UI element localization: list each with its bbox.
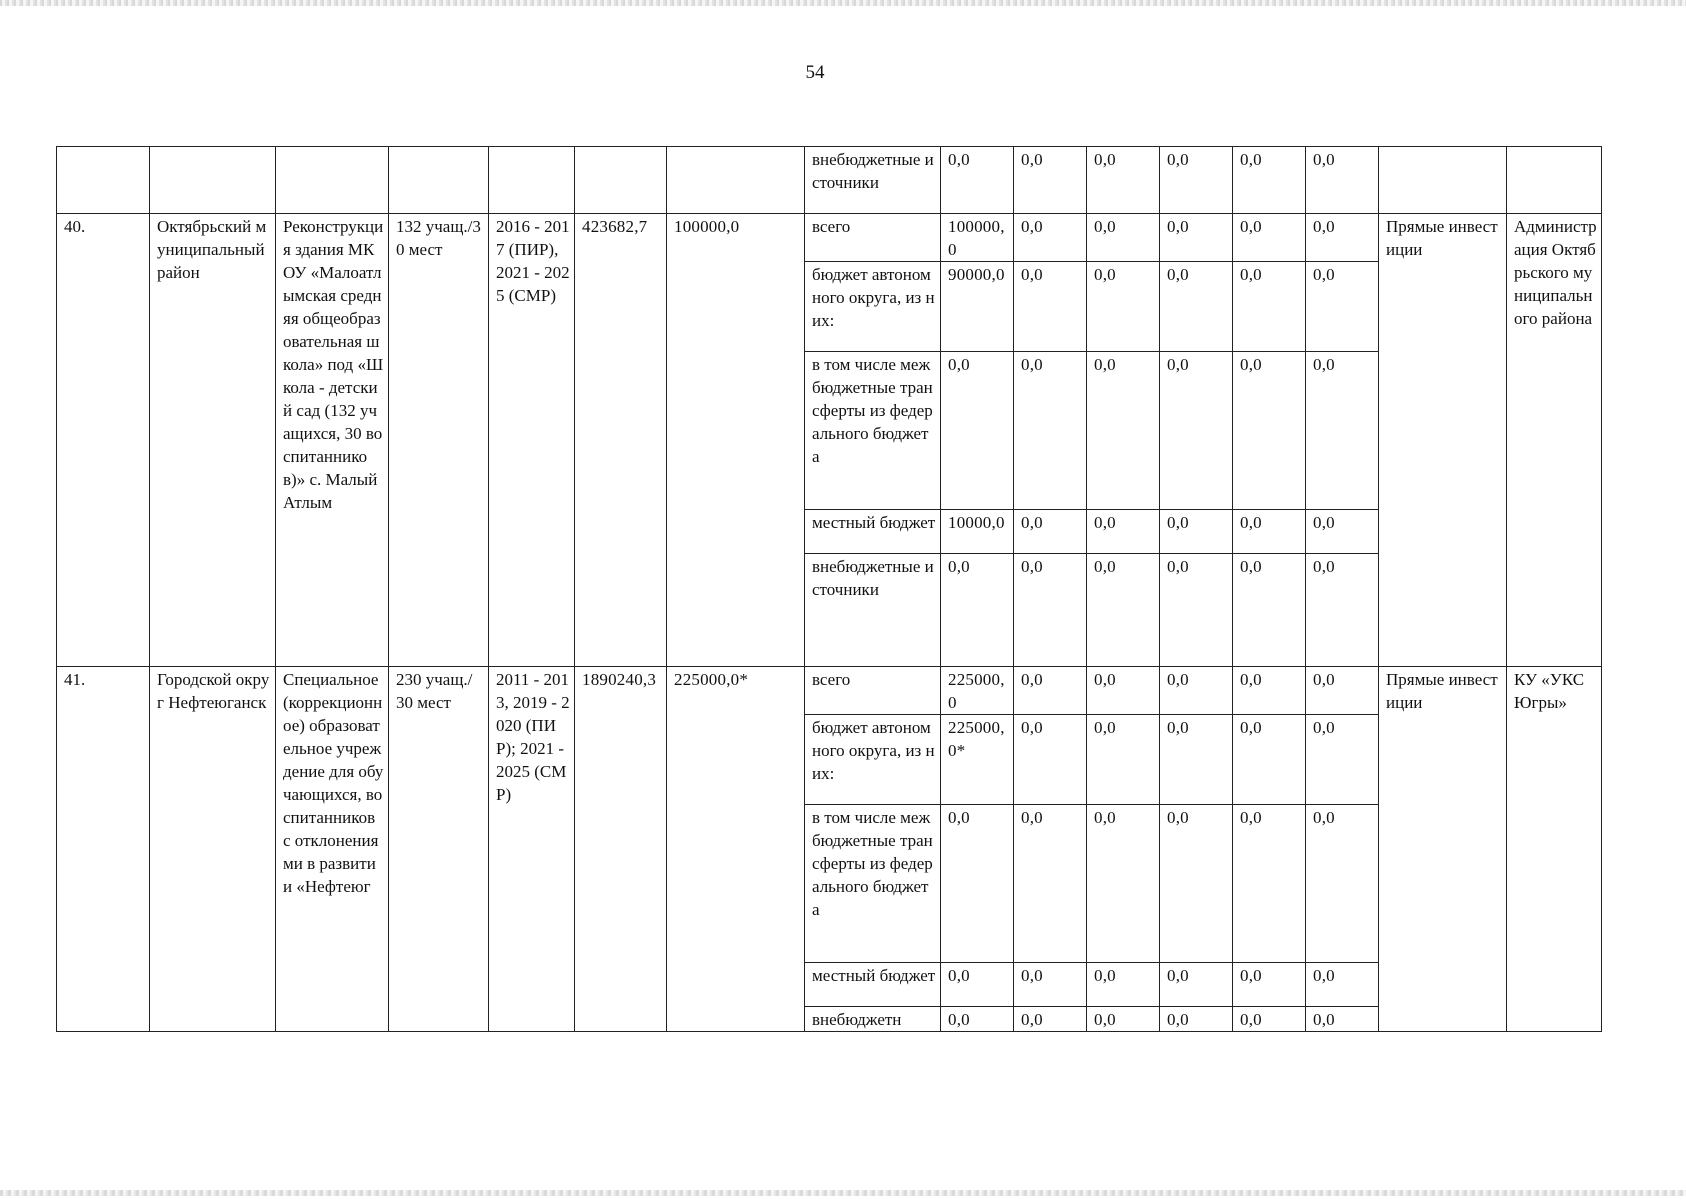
empty-cell <box>150 147 276 214</box>
object-responsible: КУ «УКС Югры» <box>1507 667 1602 1032</box>
empty-cell <box>489 147 575 214</box>
funding-value: 0,0 <box>1306 715 1379 805</box>
funding-value: 0,0 <box>1087 554 1160 667</box>
funding-source: в том числе межбюджетные трансферты из федерального бюджета <box>805 805 941 963</box>
object-capacity: 132 учащ./30 мест <box>389 214 489 667</box>
funding-source: в том числе межбюджетные трансферты из федерального бюджета <box>805 352 941 510</box>
funding-value: 0,0 <box>1306 963 1379 1007</box>
funding-value: 225000,0 <box>941 667 1014 715</box>
funding-value: 0,0 <box>1160 805 1233 963</box>
object-number: 40. <box>57 214 150 667</box>
funding-value: 0,0 <box>1160 214 1233 262</box>
funding-value: 0,0 <box>1233 554 1306 667</box>
funding-value: 0,0 <box>1306 352 1379 510</box>
funding-source: внебюджетн <box>805 1007 941 1032</box>
empty-cell <box>575 147 667 214</box>
object-name: Реконструкция здания МКОУ «Малоатлымская средняя общеобразовательная школа» под «Школа - детский сад (132 учащихся, 30 воспитанников)» с. Малый Атлым <box>276 214 389 667</box>
object-remaining-cost: 225000,0* <box>667 667 805 1032</box>
funding-value: 0,0 <box>1233 667 1306 715</box>
funding-value: 0,0 <box>1087 262 1160 352</box>
funding-value: 0,0 <box>1160 147 1233 214</box>
funding-source: местный бюджет <box>805 510 941 554</box>
funding-value: 0,0 <box>1306 554 1379 667</box>
funding-value: 0,0 <box>1160 510 1233 554</box>
funding-value: 0,0 <box>1233 1007 1306 1032</box>
funding-value: 0,0 <box>1233 262 1306 352</box>
funding-value: 0,0 <box>1233 805 1306 963</box>
funding-value: 0,0 <box>1160 1007 1233 1032</box>
funding-value: 10000,0 <box>941 510 1014 554</box>
funding-value: 0,0 <box>1087 147 1160 214</box>
funding-value: 0,0 <box>1087 352 1160 510</box>
funding-value: 0,0 <box>1014 1007 1087 1032</box>
funding-value: 0,0 <box>1087 963 1160 1007</box>
funding-value: 0,0 <box>1014 352 1087 510</box>
funding-value: 0,0 <box>1233 510 1306 554</box>
funding-source: всего <box>805 667 941 715</box>
funding-value: 0,0 <box>1014 667 1087 715</box>
funding-source: всего <box>805 214 941 262</box>
object-capacity: 230 учащ./ 30 мест <box>389 667 489 1032</box>
object-estimated-cost: 423682,7 <box>575 214 667 667</box>
empty-cell <box>389 147 489 214</box>
funding-value: 0,0 <box>1087 214 1160 262</box>
funding-source: внебюджетные источники <box>805 147 941 214</box>
funding-value: 0,0 <box>1233 147 1306 214</box>
empty-cell <box>667 147 805 214</box>
table-row-continuation <box>57 147 1602 214</box>
scan-edge-top <box>0 0 1686 6</box>
funding-value: 0,0 <box>1306 667 1379 715</box>
funding-value: 0,0 <box>1014 715 1087 805</box>
funding-value: 0,0 <box>1160 667 1233 715</box>
funding-source: бюджет автономного округа, из них: <box>805 715 941 805</box>
funding-value: 0,0 <box>1014 214 1087 262</box>
funding-source: местный бюджет <box>805 963 941 1007</box>
funding-value: 0,0 <box>1233 214 1306 262</box>
object-period: 2016 - 2017 (ПИР), 2021 - 2025 (СМР) <box>489 214 575 667</box>
object-remaining-cost: 100000,0 <box>667 214 805 667</box>
funding-value: 0,0 <box>1160 715 1233 805</box>
funding-value: 0,0 <box>1233 963 1306 1007</box>
funding-value: 0,0 <box>1306 147 1379 214</box>
funding-value: 0,0 <box>1014 262 1087 352</box>
funding-value: 0,0 <box>1014 510 1087 554</box>
funding-value: 0,0 <box>1087 715 1160 805</box>
funding-value: 0,0 <box>1306 262 1379 352</box>
funding-value: 0,0 <box>941 1007 1014 1032</box>
funding-source: бюджет автономного округа, из них: <box>805 262 941 352</box>
funding-value: 0,0 <box>941 352 1014 510</box>
funding-value: 0,0 <box>941 963 1014 1007</box>
funding-value: 0,0 <box>1087 805 1160 963</box>
funding-value: 225000,0* <box>941 715 1014 805</box>
investment-objects-table <box>56 146 1602 1032</box>
funding-value: 0,0 <box>1014 147 1087 214</box>
funding-value: 0,0 <box>1233 715 1306 805</box>
empty-cell <box>57 147 150 214</box>
object-municipality: Октябрьский муниципальный район <box>150 214 276 667</box>
funding-value: 0,0 <box>1306 1007 1379 1032</box>
funding-value: 0,0 <box>1233 352 1306 510</box>
object-municipality: Городской округ Нефтеюганск <box>150 667 276 1032</box>
funding-value: 100000,0 <box>941 214 1014 262</box>
funding-value: 0,0 <box>1014 963 1087 1007</box>
empty-cell <box>276 147 389 214</box>
object-investment-form: Прямые инвестиции <box>1379 214 1507 667</box>
object-period: 2011 - 2013, 2019 - 2020 (ПИР); 2021 - 2025 (СМР) <box>489 667 575 1032</box>
funding-value: 0,0 <box>1014 805 1087 963</box>
table-row-object-41 <box>57 667 1602 715</box>
funding-value: 0,0 <box>1306 805 1379 963</box>
funding-value: 0,0 <box>1160 352 1233 510</box>
funding-value: 0,0 <box>1087 1007 1160 1032</box>
empty-cell <box>1379 147 1507 214</box>
empty-cell <box>1507 147 1602 214</box>
scan-edge-bottom <box>0 1190 1686 1196</box>
object-number: 41. <box>57 667 150 1032</box>
funding-value: 0,0 <box>1014 554 1087 667</box>
funding-value: 0,0 <box>1160 554 1233 667</box>
funding-value: 0,0 <box>1160 262 1233 352</box>
funding-value: 90000,0 <box>941 262 1014 352</box>
funding-value: 0,0 <box>1087 510 1160 554</box>
funding-value: 0,0 <box>941 805 1014 963</box>
object-responsible: Администрация Октябрьского муниципального района <box>1507 214 1602 667</box>
funding-value: 0,0 <box>941 147 1014 214</box>
object-estimated-cost: 1890240,3 <box>575 667 667 1032</box>
object-name: Специальное (коррекционное) образовательное учреждение для обучающихся, воспитанников с отклонениями в развитии «Нефтеюг <box>276 667 389 1032</box>
funding-value: 0,0 <box>1306 214 1379 262</box>
funding-value: 0,0 <box>1087 667 1160 715</box>
funding-source: внебюджетные источники <box>805 554 941 667</box>
page-number: 54 <box>805 62 825 83</box>
table-row-object-40 <box>57 214 1602 262</box>
funding-value: 0,0 <box>1306 510 1379 554</box>
funding-value: 0,0 <box>1160 963 1233 1007</box>
object-investment-form: Прямые инвестиции <box>1379 667 1507 1032</box>
funding-value: 0,0 <box>941 554 1014 667</box>
